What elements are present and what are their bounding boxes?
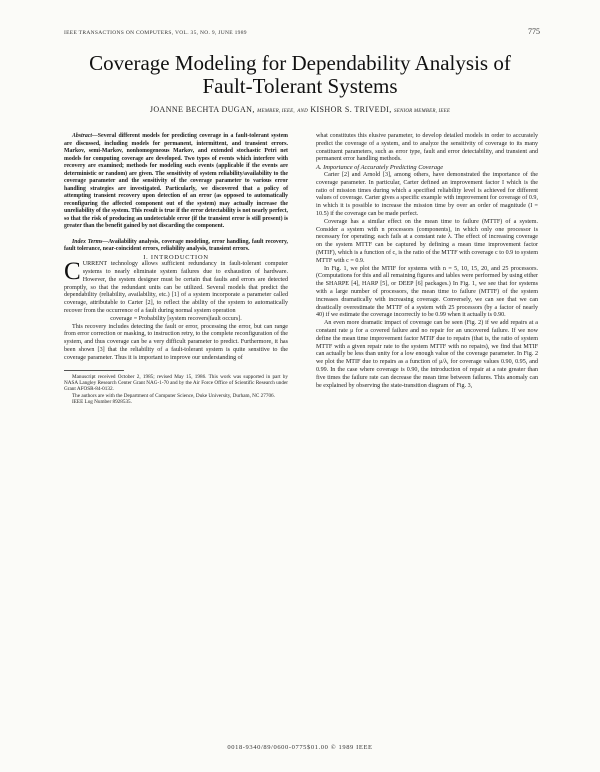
subsection-heading: A. Importance of Accurately Predicting Coverage	[316, 164, 444, 172]
footnote-manuscript: Manuscript received October 2, 1985; revised May 15, 1986. This work was supported in part by NASA Langley Research Center Grant NAG-1-70 and by the Air Force Office of Scientific Research under Grant AFOSR-84-0132.	[64, 373, 288, 393]
intro-paragraph-1	[64, 258, 288, 316]
intro-paragraph-2: This recovery includes detecting the fault or error, processing the error, but can range from error correction or masking, to instruction retry, to the complete reconfiguration of the system, and thus coverage can be a very difficult parameter to predict. Furthermore, it has been shown [3] that the reliability of a fault-tolerant system is quite sensitive to the coverage parameter. Thus it is important to improve our understanding of	[64, 323, 288, 361]
footnote-log-number: IEEE Log Number 8928535.	[72, 399, 132, 406]
body-paragraph-4: An even more dramatic impact of coverage can be seen (Fig. 2) if we add repairs at a constant rate μ for a covered failure and no repair for an uncovered failure. If we now define the mean time improvement factor MTIF due to repairs (that is, the ratio of system MTTF with a given repair rate to the system MTTF with no repairs), we find that MTIF can actually be less than unity for a low enough value of the coverage parameter. In Fig. 2 we plot the MTIF due to repairs as a function of μ/λ, for coverage values 0.90, 0.95, and 0.99. In the case where coverage is 0.90, the introduction of repair at a rate greater than five times the failure rate can decrease the mean time between failures. This anomaly can be explained by observing the state-transition diagram of Fig. 3,	[316, 320, 538, 389]
page-number: 775	[528, 27, 540, 36]
index-terms-label: Index Terms—	[72, 238, 109, 245]
coverage-equation: coverage = Probability [system recovers|fault occurs].	[110, 315, 242, 322]
continued-paragraph: what constitutes this elusive parameter, to develop detailed models in order to accurately predict the coverage of a system, and to analyze the sensitivity of coverage to its many constituent parameters, such as error type, fault and error detectability, and transient and permanent error handling methods.	[316, 133, 538, 163]
abstract-label: Abstract—	[72, 133, 98, 139]
index-terms	[64, 239, 288, 254]
section-heading-introduction: I. INTRODUCTION	[143, 253, 209, 261]
title-line-2: Fault-Tolerant Systems	[202, 74, 398, 98]
author-1-degree: MEMBER, IEEE,	[257, 109, 295, 114]
running-head: IEEE TRANSACTIONS ON COMPUTERS, VOL. 35, NO. 9, JUNE 1989	[64, 30, 247, 36]
paper-title	[40, 52, 560, 98]
author-2: KISHOR S. TRIVEDI,	[310, 105, 392, 114]
authors	[60, 105, 540, 114]
author-2-degree: SENIOR MEMBER, IEEE	[394, 109, 451, 114]
footnote-divider	[64, 370, 124, 371]
body-paragraph-1: Carter [2] and Arnold [3], among others, have demonstrated the importance of the coverage parameter. In particular, Carter defined an improvement factor I which is the ratio of mission times during which a specified reliability level is achieved for different values of coverage. Carter gives a specific example with improvement for coverage of 0.9, in which it is possible to increase the mission time by over an order of magnitude (I = 10.5) if the coverage can be made perfect.	[316, 171, 538, 217]
abstract	[64, 133, 288, 231]
body-paragraph-2: Coverage has a similar effect on the mean time to failure (MTTF) of a system. Consider a system with n processors (components), in which only one processor is necessary for operating; each fails at a constant rate λ. The effect of increasing coverage on the system MTTF can be captured by defining a mean time improvement factor (MTIF), which is a function of c, is the ratio of the MTTF with coverage c to 0.9 to system MTTF with c = 0.9.	[316, 218, 538, 264]
right-column	[316, 133, 538, 390]
index-terms-text: Availability analysis, coverage modeling, error handling, fault recovery, fault tolerance, near-coincident errors, reliability analysis, transient errors.	[64, 238, 288, 252]
author-1: JOANNE BECHTA DUGAN,	[149, 105, 255, 114]
title-line-1: Coverage Modeling for Dependability Analysis of	[89, 51, 511, 75]
abstract-text: Several different models for predicting coverage in a fault-tolerant system are discussed, including models for permanent, intermittent, and transient errors. Markov, semi-Markov, nonhomogeneous Markov, and extended stochastic Petri net models for computing coverage are developed. Two types of events which interfere with recovery are examined; methods for modeling such events (applicable if the events are deterministic or random) are given. The sensitivity of system reliability/availability to the coverage parameter and the sensitivity of the coverage parameter to various error handling strategies are investigated. Particularly, we discovered that a policy of attempting transient recovery upon detection of an error (as opposed to automatically reconfiguring the affected component out of the system) may actually increase the unreliability of the system. This result is true if the error detectability is not nearly perfect, so that the risk of producing an undetectable error (if the transient error is still present) is greater than the benefit gained by not discarding the component.	[64, 133, 288, 229]
intro-paragraph-1-text: URRENT technology allows sufficient redundancy in fault-tolerant computer systems to nearly eliminate system failures due to exhaustion of hardware. However, the system designer must be certain that faults and errors are detected promptly, so that the redundant units can be utilized. Several models that predict the dependability (reliability, availability, etc.) [1] of a system incorporate a parameter called coverage, attributable to Carter [2], to reflect the ability of the system to automatically recover from the occurrence of a fault during normal system operation	[64, 261, 288, 315]
body-paragraph-3: In Fig. 1, we plot the MTIF for systems with n = 5, 10, 15, 20, and 25 processors. (Computations for this and all remaining figures and tables were performed by using either the SHARPE [4], HARP [5], or DEEP [6] packages.) In Fig. 1, we see that for systems with a large number of processors, the mean time to failure (MTTF) of the system increases dramatically with increasing coverage. Conversely, we can see that we can drastically overestimate the MTTF of a system with 25 processors (by a factor of nearly 40) if we estimate the coverage incorrectly to be 0.99 when it actually is 0.90.	[316, 265, 538, 319]
left-column	[64, 133, 288, 406]
author-conjunction: AND	[297, 109, 308, 114]
drop-cap: C	[64, 258, 81, 286]
copyright-code: 0018-9340/89/0600-0775$01.00 © 1989 IEEE	[227, 744, 373, 751]
footnote-affiliation: The authors are with the Department of Computer Science, Duke University, Durham, NC 27706.	[72, 392, 275, 399]
